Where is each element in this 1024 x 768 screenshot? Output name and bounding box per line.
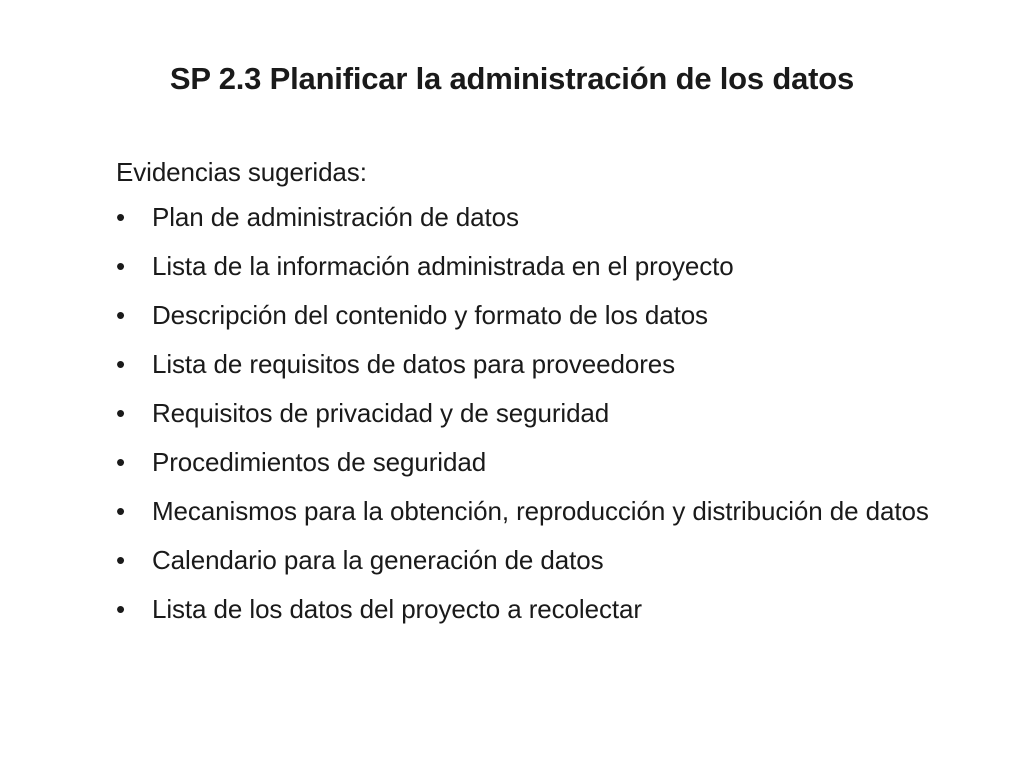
list-item-text: Plan de administración de datos: [152, 202, 519, 232]
list-item: [116, 491, 1021, 531]
list-item-text: Lista de los datos del proyecto a recolectar: [152, 594, 642, 624]
bullet-icon: •: [116, 594, 126, 624]
bullet-icon: •: [116, 398, 126, 428]
bullet-icon: •: [116, 251, 126, 281]
slide-title: SP 2.3 Planificar la administración de los datos: [169, 61, 855, 96]
list-item-text: Lista de requisitos de datos para proveedores: [152, 349, 676, 379]
evidence-list: [116, 197, 1021, 629]
list-item: [116, 540, 1021, 580]
list-item-text: Lista de la información administrada en el proyecto: [152, 251, 734, 281]
bullet-icon: •: [116, 496, 126, 526]
list-item-text: Calendario para la generación de datos: [152, 545, 604, 575]
bullet-icon: •: [116, 349, 126, 379]
list-item: [116, 393, 1021, 433]
list-item: [116, 589, 1021, 629]
intro-text: Evidencias sugeridas:: [116, 157, 367, 187]
bullet-icon: •: [116, 447, 126, 477]
list-item: [116, 442, 1021, 482]
bullet-icon: •: [116, 300, 126, 330]
list-item: [116, 197, 1021, 237]
list-item: [116, 344, 1021, 384]
bullet-icon: •: [116, 545, 126, 575]
list-item: [116, 295, 1021, 335]
list-item: [116, 246, 1021, 286]
list-item-text: Requisitos de privacidad y de seguridad: [152, 398, 610, 428]
list-item-text: Mecanismos para la obtención, reproducción y distribución de datos: [152, 496, 929, 526]
list-item-text: Procedimientos de seguridad: [152, 447, 487, 477]
slide-content: [116, 148, 1021, 629]
list-item-text: Descripción del contenido y formato de los datos: [152, 300, 708, 330]
bullet-icon: •: [116, 202, 126, 232]
